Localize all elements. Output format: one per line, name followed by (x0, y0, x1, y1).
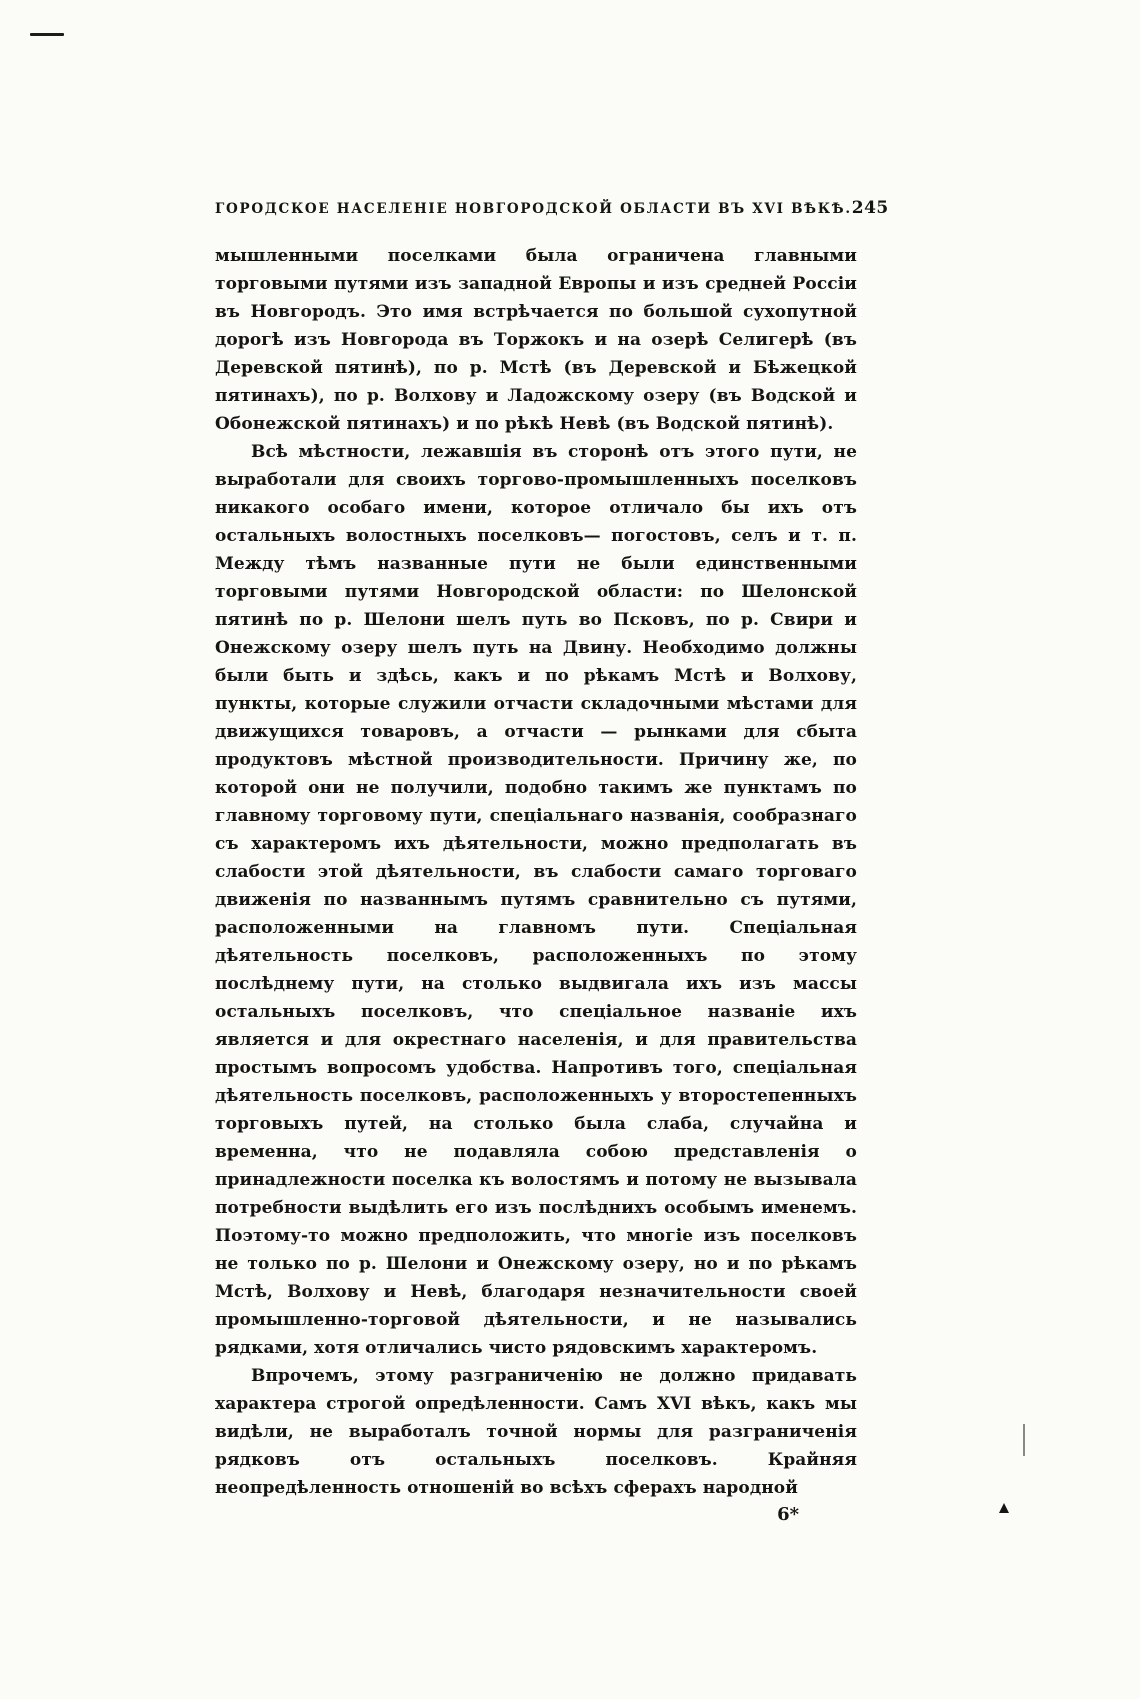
body-paragraph: мышленными поселками была ограничена главными торговыми путями изъ западной Европы и изъ средней Россіи въ Новгородъ. Это имя встрѣчается по большой сухопутной дорогѣ изъ Новгорода въ Торжокъ и на озерѣ Селигерѣ (въ Деревской пятинѣ), по р. Мстѣ (въ Деревской и Бѣжецкой пятинахъ), по р. Волхову и Ладожскому озеру (въ Водской и Обонежской пятинахъ) и по рѣкѣ Невѣ (въ Водской пятинѣ). (215, 246, 857, 434)
running-header (215, 198, 889, 218)
text-block (215, 198, 889, 1525)
page-body (215, 242, 857, 1502)
scan-artifact-triangle (999, 1503, 1009, 1513)
signature-mark: 6* (777, 1504, 799, 1525)
page-number: 245 (851, 198, 889, 218)
scan-artifact-line (1023, 1424, 1025, 1456)
body-paragraph: Впрочемъ, этому разграниченію не должно придавать характера строгой опредѣленности. Самъ XVI вѣкъ, какъ мы видѣли, не выработалъ точной нормы для разграниченія рядковъ отъ остальныхъ поселковъ. Крайняя неопредѣленность отношеній во всѣхъ сферахъ народной (215, 1366, 857, 1498)
printer-mark-dash (30, 33, 64, 36)
running-header-title: ГОРОДСКОЕ НАСЕЛЕНІЕ НОВГОРОДСКОЙ ОБЛАСТИ ВЪ XVI ВѢКѢ. (215, 201, 852, 217)
body-paragraph: Всѣ мѣстности, лежавшія въ сторонѣ отъ этого пути, не выработали для своихъ торгово-промышленныхъ поселковъ никакого особаго имени, которое отличало бы ихъ отъ остальныхъ волостныхъ поселковъ— погостовъ, селъ и т. п. Между тѣмъ названные пути не были единственными торговыми путями Новгородской области: по Шелонской пятинѣ по р. Шелони шелъ путь во Псковъ, по р. Свири и Онежскому озеру шелъ путь на Двину. Необходимо должны были быть и здѣсь, какъ и по рѣкамъ Мстѣ и Волхову, пункты, которые служили отчасти складочными мѣстами для движущихся товаровъ, а отчасти — рынками для сбыта продуктовъ мѣстной производительности. Причину же, по которой они не получили, подобно такимъ же пунктамъ по главному торговому пути, спеціальнаго названія, сообразнаго съ характеромъ ихъ дѣятельности, можно предполагать въ слабости этой дѣятельности, въ слабости самаго торговаго движенія по названнымъ путямъ сравнительно съ путями, расположенными на главномъ пути. Спеціальная дѣятельность поселковъ, расположенныхъ по этому послѣднему пути, на столько выдвигала ихъ изъ массы остальныхъ поселковъ, что спеціальное названіе ихъ является и для окрестнаго населенія, и для правительства простымъ вопросомъ удобства. Напротивъ того, спеціальная дѣятельность поселковъ, расположенныхъ у второстепенныхъ торговыхъ путей, на столько была слаба, случайна и временна, что не подавляла собою представленія о принадлежности поселка къ волостямъ и потому не вызывала потребности выдѣлить его изъ послѣднихъ особымъ именемъ. Поэтому-то можно предположить, что многіе изъ поселковъ не только по р. Шелони и Онежскому озеру, но и по рѣкамъ Мстѣ, Волхову и Невѣ, благодаря незначительности своей промышленно-торговой дѣятельности, и не назывались рядками, хотя отличались чисто рядовскимъ характеромъ. (215, 442, 857, 1358)
